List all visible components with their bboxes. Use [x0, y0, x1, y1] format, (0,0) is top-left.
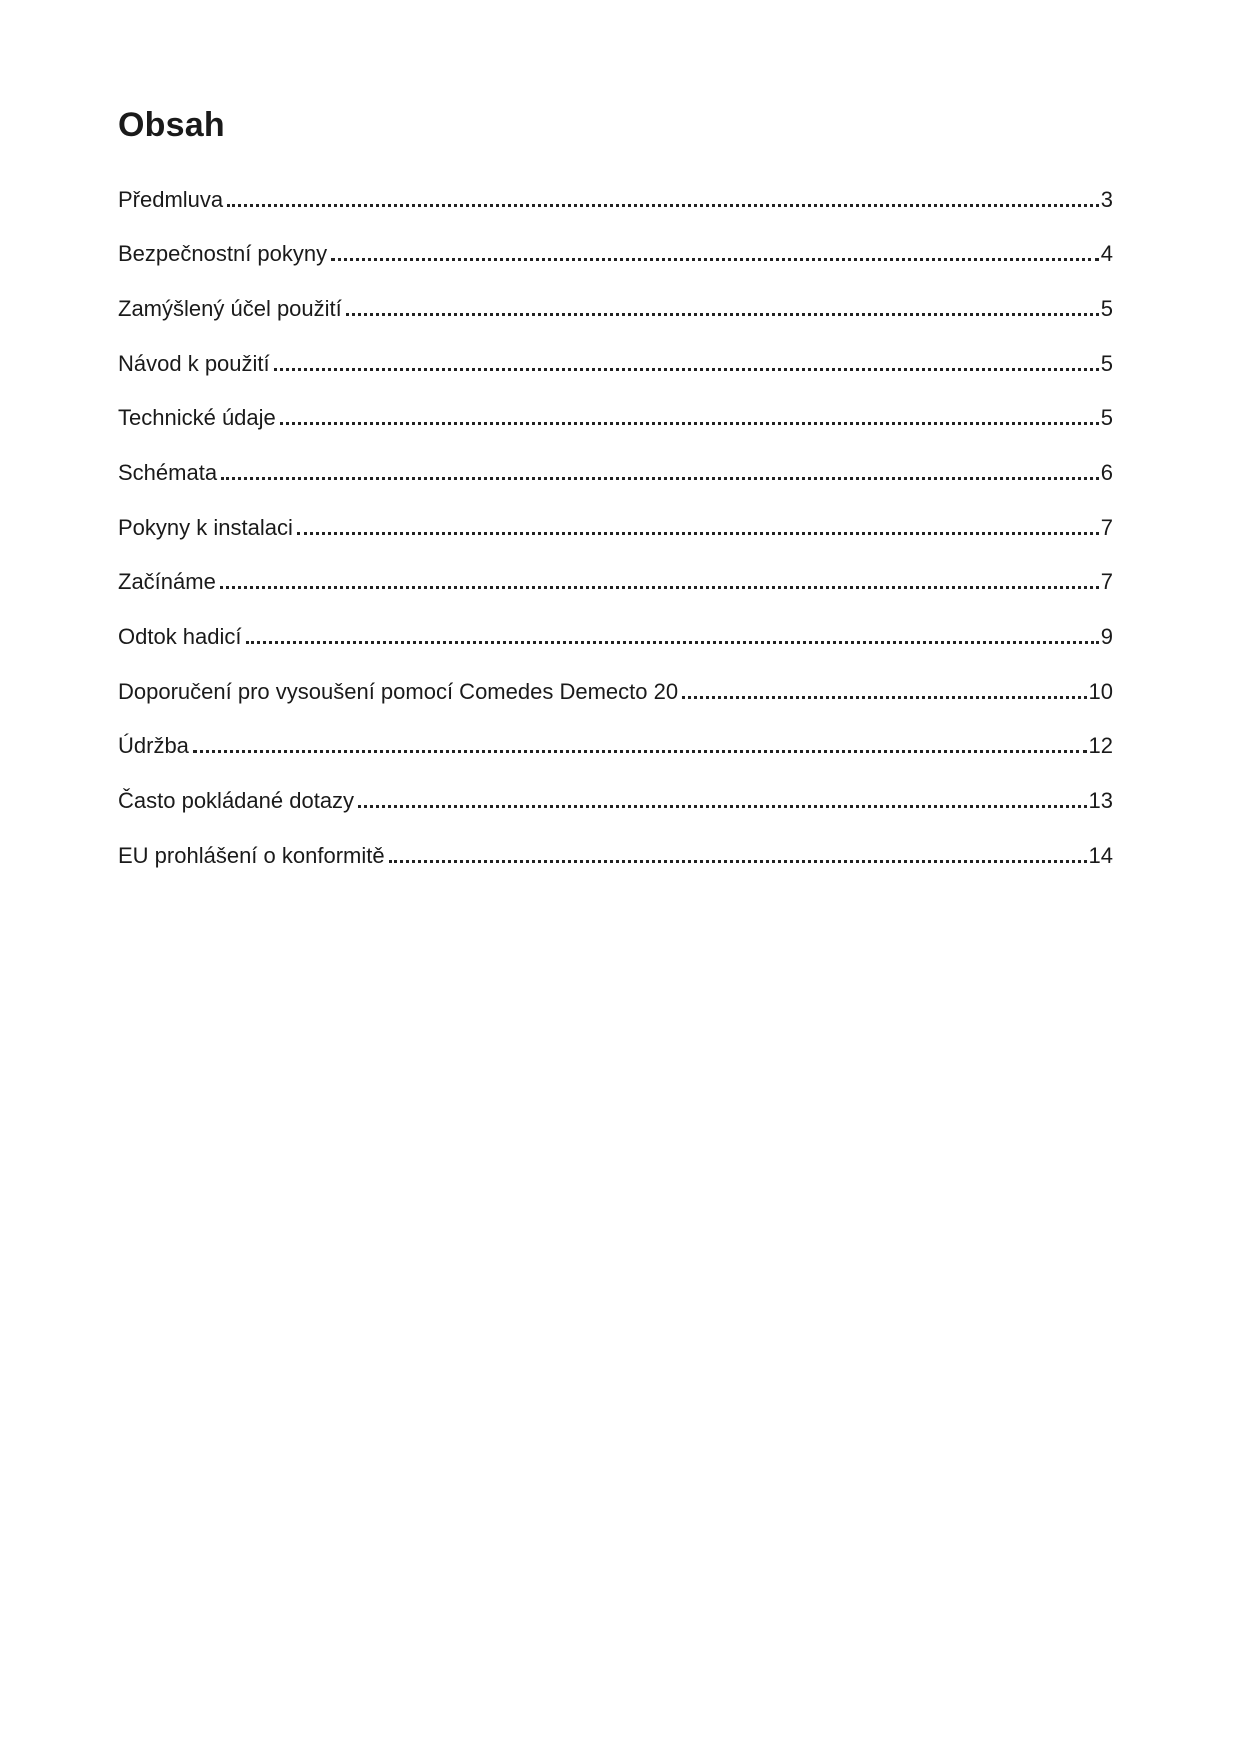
- toc-entry[interactable]: [118, 679, 1113, 734]
- toc-entry[interactable]: [118, 351, 1113, 406]
- dot-leader: [220, 586, 1099, 589]
- toc-entry-label: Začínáme: [118, 569, 216, 595]
- toc-entry-label: EU prohlášení o konformitě: [118, 842, 385, 868]
- toc-entry-label: Návod k použití: [118, 350, 270, 376]
- toc-entry-page: 7: [1100, 569, 1113, 595]
- toc-entry[interactable]: [118, 843, 1113, 898]
- toc-entry-page: 5: [1100, 350, 1113, 376]
- dot-leader: [389, 860, 1087, 863]
- toc-entry-page: 4: [1100, 241, 1113, 267]
- toc-entry-page: 7: [1100, 514, 1113, 540]
- toc-entry-label: Bezpečnostní pokyny: [118, 241, 328, 267]
- dot-leader: [331, 258, 1099, 261]
- toc-entry-label: Doporučení pro vysoušení pomocí Comedes Demecto 20: [118, 678, 679, 704]
- toc-entry-page: 9: [1100, 624, 1113, 649]
- toc-entry[interactable]: [118, 624, 1113, 679]
- toc-entry-page: 3: [1100, 186, 1113, 212]
- toc-entry-label: Technické údaje: [118, 405, 276, 431]
- dot-leader: [246, 641, 1099, 644]
- toc-entry-label: Schémata: [118, 459, 218, 485]
- toc-entry[interactable]: [118, 515, 1113, 570]
- toc-entry[interactable]: [118, 187, 1113, 242]
- toc-entry-page: 13: [1088, 788, 1113, 814]
- dot-leader: [221, 477, 1099, 480]
- toc-entry[interactable]: [118, 569, 1113, 624]
- toc-entry[interactable]: [118, 241, 1113, 296]
- dot-leader: [358, 805, 1086, 808]
- toc-entry-page: 6: [1100, 459, 1113, 485]
- toc-entry-page: 5: [1100, 405, 1113, 431]
- toc-entry-label: Pokyny k instalaci: [118, 514, 293, 540]
- dot-leader: [274, 368, 1099, 371]
- dot-leader: [193, 750, 1087, 753]
- dot-leader: [297, 532, 1099, 535]
- toc-entry[interactable]: [118, 733, 1113, 788]
- dot-leader: [280, 422, 1099, 425]
- toc-entry-label: Předmluva: [118, 186, 224, 212]
- toc-entry[interactable]: [118, 405, 1113, 460]
- dot-leader: [346, 313, 1099, 316]
- toc-entry-label: Odtok hadicí: [118, 624, 242, 649]
- table-of-contents: [118, 187, 1113, 898]
- dot-leader: [227, 204, 1099, 207]
- toc-entry[interactable]: [118, 460, 1113, 515]
- dot-leader: [682, 696, 1086, 699]
- toc-entry-page: 5: [1100, 295, 1113, 321]
- toc-entry[interactable]: [118, 788, 1113, 843]
- toc-entry-label: Údržba: [118, 733, 189, 759]
- toc-entry[interactable]: [118, 296, 1113, 351]
- page-title: Obsah: [118, 106, 225, 144]
- toc-entry-label: Často pokládané dotazy: [118, 788, 355, 814]
- toc-entry-label: Zamýšlený účel použití: [118, 295, 342, 321]
- toc-entry-page: 12: [1088, 733, 1113, 759]
- toc-entry-page: 14: [1088, 842, 1113, 868]
- toc-entry-page: 10: [1088, 678, 1113, 704]
